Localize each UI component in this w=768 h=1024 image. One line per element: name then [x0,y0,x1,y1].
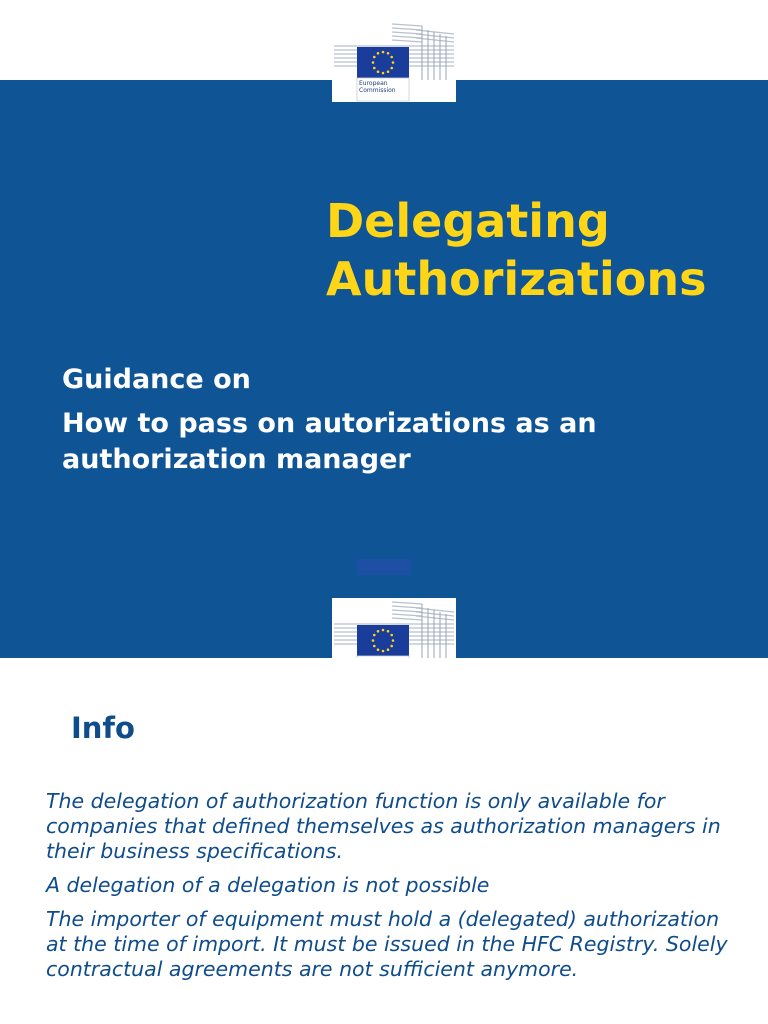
info-paragraph: The importer of equipment must hold a (delegated) authorization at the time of import. It must be issued in the HFC Registry. Solely contractual agreements are not sufficient anymore. [46,907,728,981]
subtitle-line-2: How to pass on autorizations as an authorization manager [62,408,597,475]
info-paragraph: A delegation of a delegation is not possible [46,873,490,897]
info-heading: Info [71,711,135,745]
subtitle-line-1: Guidance on [62,364,251,395]
logo-text [359,80,409,94]
title-line-2: Authorizations [326,252,707,306]
logo-line-commission: Commission [359,87,396,94]
european-commission-logo-top [332,20,456,102]
info-paragraph: The delegation of authorization function is only available for companies that defined themselves as authorization managers in their business specifications. [46,789,721,863]
accent-bar [357,559,411,575]
logo-line-european: European [359,80,388,87]
title-line-1: Delegating [326,194,610,248]
slide-title [326,192,706,308]
slide-subtitle [62,362,742,478]
info-paragraphs [46,789,746,991]
info-slide [0,658,768,1024]
